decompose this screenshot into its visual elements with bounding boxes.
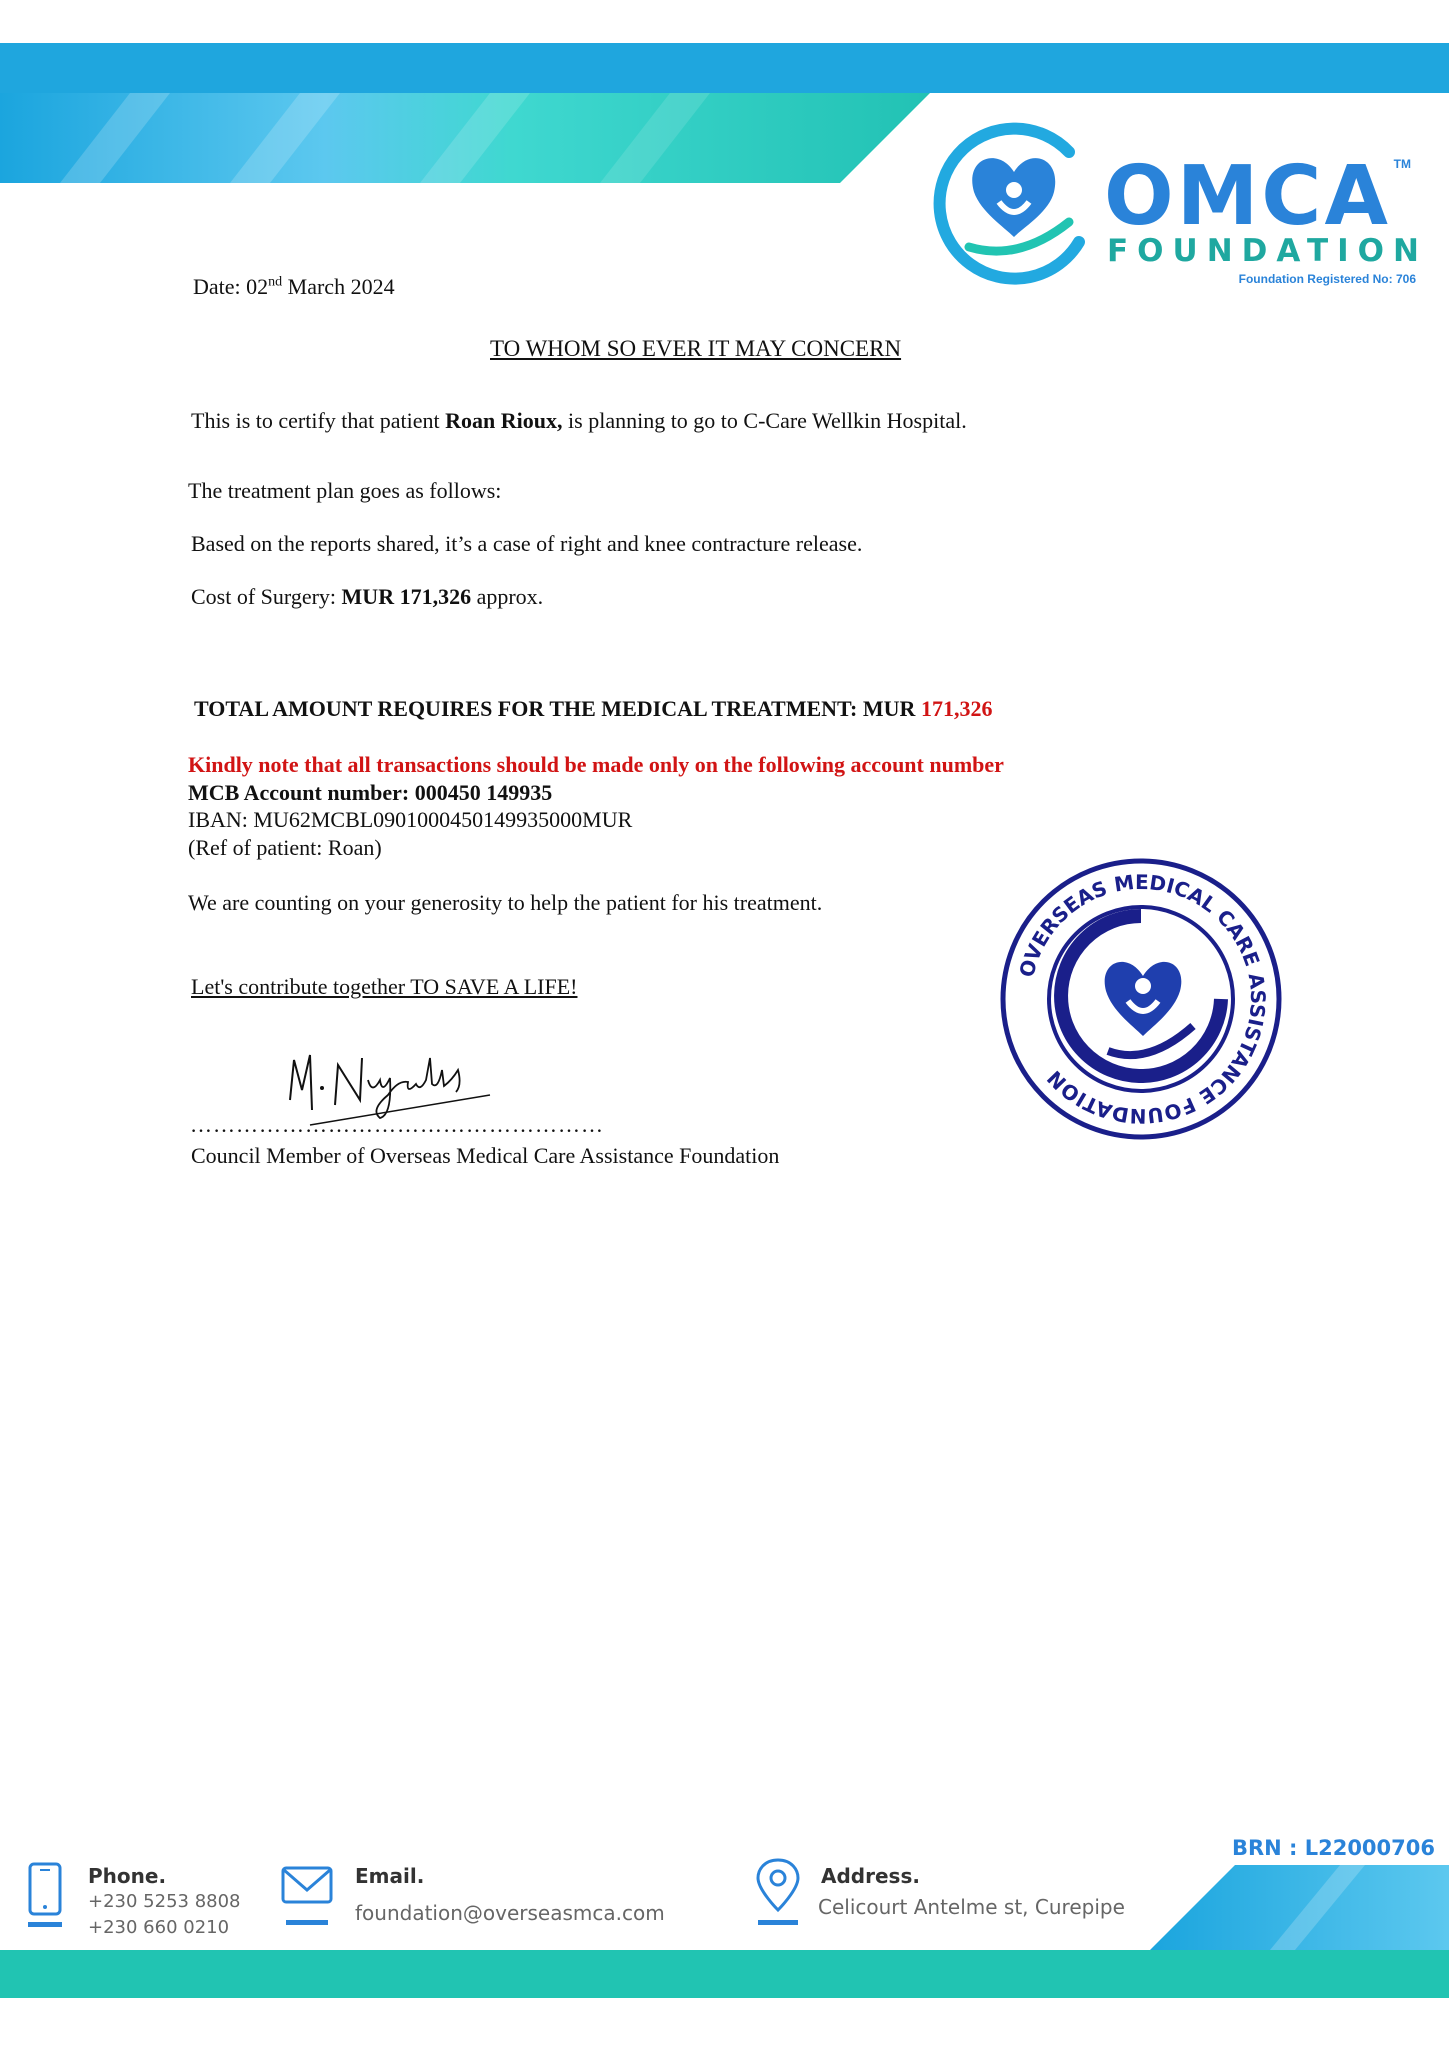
address-text: Celicourt Antelme st, Curepipe	[818, 1895, 1125, 1919]
logo-subtitle: FOUNDATION	[1107, 233, 1428, 269]
logo-trademark: TM	[1393, 157, 1411, 171]
transaction-notice: Kindly note that all transactions should be made only on the following account number	[188, 752, 1004, 777]
appeal-text: We are counting on your generosity to help the patient for his treatment.	[188, 890, 823, 915]
iban: IBAN: MU62MCBL0901000450149935000MUR	[188, 807, 633, 832]
location-pin-icon	[754, 1856, 802, 1928]
cost-line: Cost of Surgery: MUR 171,326 approx.	[191, 584, 544, 609]
certify-paragraph: This is to certify that patient Roan Rioux, is planning to go to C-Care Wellkin Hospital.	[191, 408, 967, 433]
plan-detail: Based on the reports shared, it’s a case of right and knee contracture release.	[191, 531, 863, 556]
email-address[interactable]: foundation@overseasmca.com	[355, 1901, 665, 1925]
signature-dots: ………………………………………………	[190, 1112, 604, 1137]
plan-intro: The treatment plan goes as follows:	[188, 478, 502, 503]
heart-hand-logo-icon	[929, 112, 1099, 292]
patient-name: Roan Rioux,	[445, 408, 563, 433]
letter-heading: TO WHOM SO EVER IT MAY CONCERN	[490, 336, 902, 361]
patient-ref: (Ref of patient: Roan)	[188, 835, 382, 860]
phone-number-2: +230 660 0210	[88, 1917, 230, 1938]
registration-number: Foundation Registered No: 706	[1238, 272, 1416, 286]
letter-date: Date: 02nd March 2024	[193, 274, 395, 299]
omca-logo	[929, 112, 1428, 292]
phone-icon	[26, 1862, 66, 1930]
logo-title: OMCA	[1104, 149, 1391, 244]
stamp-ring-text: OVERSEAS MEDICAL CARE ASSISTANCE FOUNDATION	[1014, 869, 1271, 1129]
date-ordinal: nd	[268, 274, 283, 290]
slogan: Let's contribute together TO SAVE A LIFE!	[191, 974, 578, 999]
footer-gradient-corner	[1150, 1865, 1449, 1950]
header-top-bar	[0, 43, 1449, 93]
foundation-stamp	[998, 856, 1284, 1142]
brn-number: BRN : L22000706	[1231, 1836, 1435, 1860]
address-label: Address.	[821, 1864, 920, 1888]
account-number: MCB Account number: 000450 149935	[188, 780, 553, 805]
total-amount-line: TOTAL AMOUNT REQUIRES FOR THE MEDICAL TREATMENT: MUR 171,326	[194, 696, 993, 721]
email-label: Email.	[355, 1864, 425, 1888]
cost-amount: MUR 171,326	[341, 584, 472, 609]
signatory-title: Council Member of Overseas Medical Care Assistance Foundation	[191, 1143, 780, 1168]
phone-number-1: +230 5253 8808	[88, 1891, 241, 1912]
total-amount-value: 171,326	[920, 696, 993, 721]
email-icon	[280, 1862, 336, 1930]
phone-label: Phone.	[88, 1864, 167, 1888]
footer-bar	[0, 1950, 1449, 1998]
